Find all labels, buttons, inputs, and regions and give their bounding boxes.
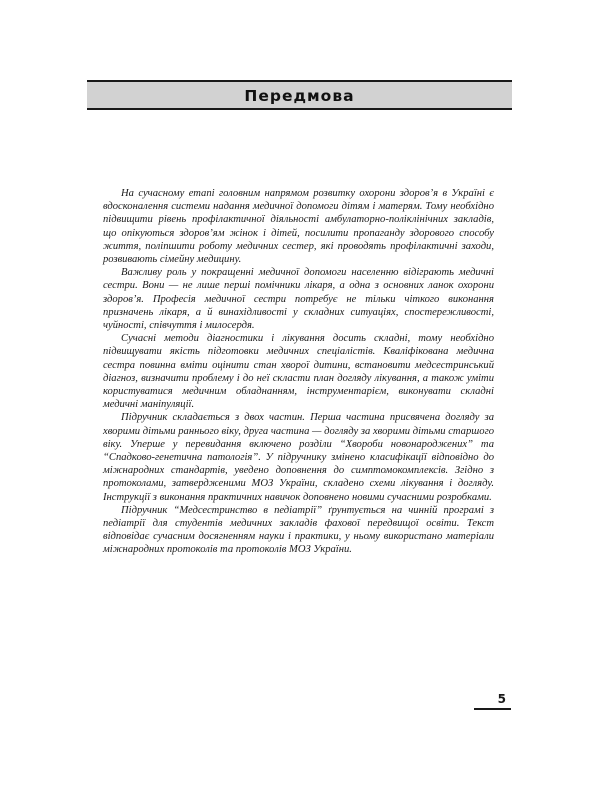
page-number-rule [474,708,511,710]
chapter-header-bar [87,80,512,110]
paragraph: Важливу роль у покращенні медичної допомоги населенню відіграють медичні сестри. Вони — не лише перші помічники лікаря, а одна з основних ланок охорони здоров’я. Професія медичної сестри потребує не тільки чіткого виконання призначень лікаря, а й винахідливості у складних ситуаціях, спостережливості, чуйності, співчуття і милосердя. [103,267,494,332]
page-number: 5 [497,692,506,706]
paragraph: Підручник “Медсестринство в педіатрії” ґрунтується на чинній програмі з педіатрії для студентів медичних закладів фахової передвищої освіти. Текст відповідає сучасним досягненням науки і практики, у ньому використано матеріали міжнародних протоколів та протоколів МОЗ України. [103,504,494,556]
paragraph: Підручник складається з двох частин. Перша частина присвячена догляду за хворими дітьми раннього віку, друга частина — догляду за хворими дітьми старшого віку. Уперше у перевидання включено розділи “Хвороби новонароджених” та “Спадково-генетична патологія”. У підручнику змінено класифікації відповідно до міжнародних стандартів, уведено доповнення до симптомокомплексів. Згідно з протоколами, затвердженими МОЗ України, складено схеми лікування і догляду. Інструкції з виконання практичних навичок доповнено новими сучасними розробками. [103,412,494,503]
chapter-title: Передмова [244,86,355,105]
paragraph: На сучасному етапі головним напрямом розвитку охорони здоров’я в Україні є вдосконалення системи надання медичної допомоги дітям і матерям. Тому необхідно підвищити рівень профілактичної діяльності амбулаторно-поліклінічних закладів, що опікуються здоров’ям жінок і дітей, посилити пропаганду здорового способу життя, поліпшити роботу медичних сестер, які проводять профілактичні заходи, розвивають сімейну медицину. [103,188,494,266]
preface-body [103,187,494,557]
paragraph: Сучасні методи діагностики і лікування досить складні, тому необхідно підвищувати якість підготовки медичних спеціалістів. Кваліфікована медична сестра повинна вміти оцінити стан хворої дитини, встановити медсестринський діагноз, визначити проблему і до неї скласти план догляду лікування, а також уміти користуватися медичним обладнанням, інструментарієм, виконувати складні медичні маніпуляції. [103,333,494,411]
